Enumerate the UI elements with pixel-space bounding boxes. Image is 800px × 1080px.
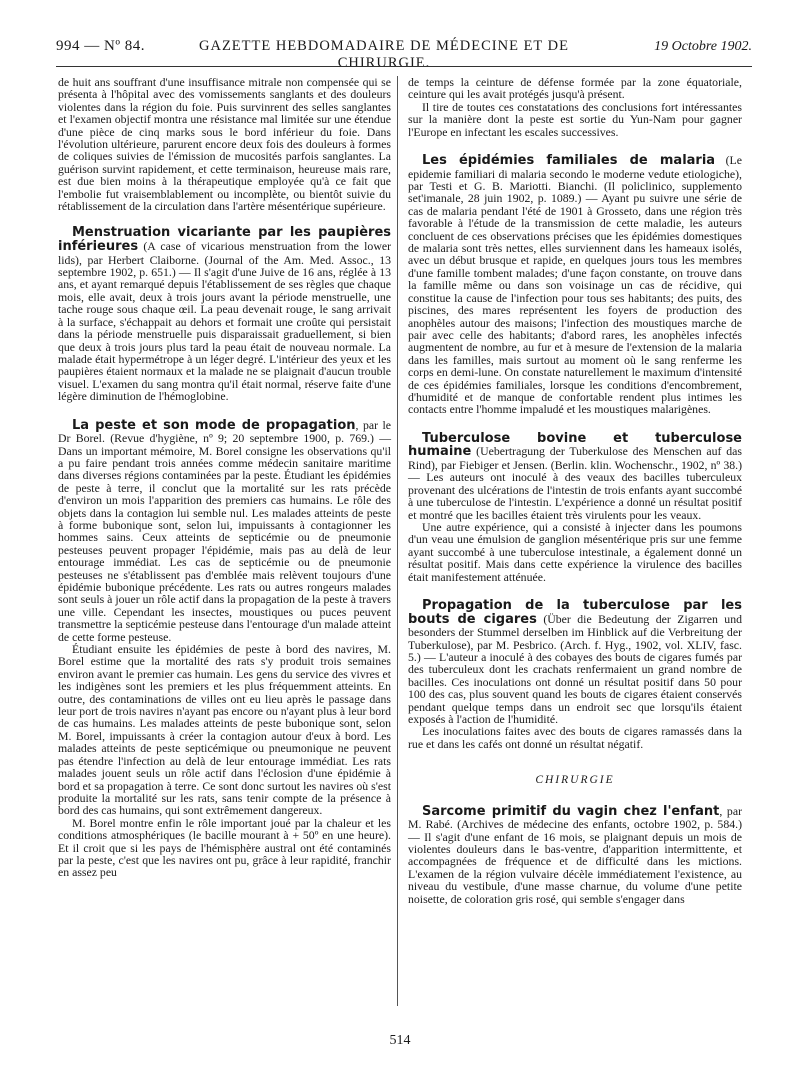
article-text: (Le epidemie familiari di malaria secondo le moderne vedute etiologiche), par Testi et G. B. Mariotti. Bianchi. (Il policlinico, supplemento set'imanale, 28 juin 1902, p. 1089.) — Ayant pu suivre une série de cas de malaria pendant l'été de 1901 à Grosseto, dans une région très favorable à l'étude de la transmission de cette maladie, les auteurs concluent de ces observations précises que les épidémies domestiques de malaria sont très nettes, elles surviennent dans les hameaux isolés, avec un début brusque et rapide, en quelques jours tous les membres d'une famille tombent malades; d'une façon constante, on trouve dans la famille même ou dans son voisinage un cas de récidive, qui constitue la cause de l'infection pour tous ses habitants; des puits, des piscines, des mares représentent les foyers de production des anophèles autour des maisons; l'infection des moustiques marche de pair avec celle des habitants; d'abord rares, les anophèles infectés augmentent de nombre, au fur et à mesure de l'extension de la malaria dans les familles, mais surtout au moment où le sang renferme les corps en demi-lune. On constate naturellement le maximum d'intensité de ces épidémies familiales, lorsque les conditions d'encombrement, d'humidité et de manque de confortable rendent plus intimes les contacts entre l'homme impaludé et les moustiques malarigènes. <box>408 153 742 417</box>
article-title: Tuberculose bovine et tuberculose humaine <box>408 430 742 460</box>
article-tuberculose-bovine <box>408 432 742 583</box>
article-title: Sarcome primitif du vagin chez l'enfant <box>422 803 720 819</box>
article-text: (Über die Bedeutung der Zigarren und besonders der Stummel derselben im Hinblick auf die Verbreitung der Tuberkulose), par M. Pesbrico. (Arch. f. Hyg., 1902, vol. XLIV, fasc. 5.) — L'auteur a inoculé à des cobayes des bouts de cigares fumés par des tuberculeux dont les crachats renfermaient un grand nombre de bacilles. Ces inoculations ont donné un résultat positif dans 50 pour 100 des cas, plus souvent quand les bouts de cigares étaient conservés pendant quelque temps dans un endroit sec que lorsqu'ils étaient exposés à l'action de l'humidité. <box>408 611 742 727</box>
article-title: Propagation de la tuberculose par les bouts de cigares <box>408 598 742 627</box>
issue-date: 19 Octobre 1902. <box>654 39 752 54</box>
article-malaria <box>408 154 742 416</box>
left-column <box>58 76 391 879</box>
article-text: (Uebertragung der Tuberkulose des Menschen auf das Rind), par Fiebiger et Jensen. (Berlin. klin. Wochenschr., 1902, nº 38.) — Les auteurs ont inoculé à des veaux des bacilles tuberculeux provenant des ulcérations de l'intestin de trois enfants ayant succombé à une tuberculose de l'intestin. L'expérience a donné un résultat positif et montré que les bacilles étaient très virulents pour les veaux. <box>408 444 742 522</box>
paragraph: Étudiant ensuite les épidémies de peste à bord des navires, M. Borel estime que la mortalité des rats s'y produit trois semaines environ avant le premier cas humain. Les gens du service des vivres et les indigènes sont les premiers et les plus fréquemment atteints. En outre, des contaminations de villes ont eu lieu après le passage dans leur port de trois navires n'ayant pas encore ou n'ayant plus à leur bord de cas humains. Les malades atteints de peste bubonique sont, selon M. Borel, impuissants à créer la contagion autour d'eux à bord. Les malades atteints de peste septicémique ou pneumonique ne peuvent pas étendre l'infection au delà de leur entourage immédiat. Les rats malades jouent seuls un rôle actif dans l'éclosion d'une épidémie à bord et sa propagation à terre. Ce sont donc surtout les navires où s'est produite la mortalité sur les rats, sans tenir compte de la présence à bord des cas humains, qui sont extrêmement dangereux. <box>58 642 391 818</box>
running-header <box>56 38 752 71</box>
article-text: , par M. Rabé. (Archives de médecine des enfants, octobre 1902, p. 584.) — Il s'agit d'une enfant de 16 mois, se plaignant depuis un mois de violentes douleurs dans le bas-ventre, d'apparition intermittente, et accompagnées de fréquence et de difficulté dans les mictions. L'examen de la région vulvaire décèle immédiatement l'existence, au niveau du vestibule, d'une masse charnue, du volume d'une petite noisette, de coloration gris rosé, qui semble s'engager dans <box>408 803 742 906</box>
paragraph: de temps la ceinture de défense formée par la zone équatoriale, ceinture qui les avait protégés jusqu'à présent. <box>408 75 742 102</box>
paragraph: Une autre expérience, qui a consisté à injecter dans les poumons d'un veau une émulsion de ganglion mésentérique pris sur une femme ayant succombé à une tuberculose intestinale, a également donné un résultat positif. Mais dans cette expérience la virulence des bacilles était manifestement atténuée. <box>408 519 742 584</box>
folio-number: 514 <box>389 1033 411 1048</box>
article-cigares <box>408 599 742 750</box>
paragraph: Les inoculations faites avec des bouts de cigares ramassés dans la rue et dans les cafés ont donné un résultat négatif. <box>408 724 742 751</box>
article-title: Menstruation vicariante par les paupières inférieures <box>58 225 391 255</box>
page-number: 994 — Nº 84. <box>56 38 145 54</box>
section-heading: CHIRURGIE <box>535 774 615 787</box>
paragraph: de huit ans souffrant d'une insuffisance mitrale non compensée qui se présenta à l'hôpital avec des vomissements sanglants et des douleurs violentes dans la région du foie. Puis survinrent des selles sanglantes et l'examen objectif montra une résistance mal limitée sur une étendue d'une pièce de cinq marks sous le bord inférieur du foie. Dans l'évolution ultérieure, parurent encore deux fois des douleurs à formes de coliques suivies de l'émission de mucosités parfois sanglantes. La guérison survint rapidement, et cette terminaison, heureuse mais rare, est due bien moins à la thérapeutique employée qu'à ce fait que l'embolie fut vraisemblablement ou incomplète, ou bientôt suivie du rétablissement de la circulation dans l'artère mésentérique supérieure. <box>58 75 391 214</box>
paragraph: Il tire de toutes ces constatations des conclusions fort intéressantes sur la manière dont la peste est sortie du Yun-Nam pour gagner l'Europe en infectant les escales successives. <box>408 99 742 139</box>
article-title: Les épidémies familiales de malaria <box>422 153 716 169</box>
article-menstruation <box>58 226 391 402</box>
header-rule <box>56 66 752 67</box>
article-text: (A case of vicarious menstruation from the lower lids), par Herbert Claiborne. (Journal of the Am. Med. Assoc., 13 septembre 1902, p. 651.) — Il s'agit d'une Juive de 16 ans, réglée à 13 ans, et ayant remarqué depuis l'établissement de ses règles que chaque mois, elle avait, deux à trois jours avant la période menstruelle, une tache rouge sous chaque œil. La peau devenait rouge, le sang arrivait à la surface, s'échappait au dehors et formait une croûte qui persistait dans la période menstruelle puis disparaissait graduellement, si bien que deux à trois jours plus tard la peau était de nouveau normale. La malade était hypermétrope à un léger degré. L'intérieur des yeux et les paupières étaient normaux et la malade ne se plaignait d'aucun trouble visuel. L'examen du sang montra qu'il était normal, réserve faite d'une légère diminution de l'hémoglobine. <box>58 239 392 404</box>
article-text: , par le Dr Borel. (Revue d'hygiène, nº 9; 20 septembre 1900, p. 769.) — Dans un important mémoire, M. Borel consigne les observations qu'il a pu faire pendant trois années comme médecin sanitaire maritime dans diverses régions contaminées par la peste. Étudiant les épidémies de peste à terre, il conclut que la mortalité sur les rats précède d'environ un mois l'apparition des premiers cas humains. Le rôle des objets dans la contagion lui semble nul. Les malades atteints de peste à forme bubonique sont, selon lui, impuissants à contagionner les hommes sains. Ceux atteints de septicémie ou de pneumonie pesteuses peuvent propager l'épidémie, mais pas au delà de leur entourage immédiat. Les cas de septicémie ou de pneumonie pesteuses ne s'établissent pas d'emblée mais relèvent toujours d'une épidémie bubonique précédente. Les rats ou autres rongeurs malades sont seuls à jouer un rôle actif dans la propagation de la peste à travers une ville. Cependant les insectes, moustiques ou puces peuvent transmettre la septicémie pesteuse dans l'entourage d'un malade atteint de cette forme pesteuse. <box>58 417 391 644</box>
right-column <box>408 76 742 905</box>
article-title: La peste et son mode de propagation <box>72 417 356 433</box>
journal-title: GAZETTE HEBDOMADAIRE DE MÉDECINE ET DE CHIRURGIE. <box>199 38 569 71</box>
article-sarcome <box>408 805 742 905</box>
article-peste <box>58 419 391 879</box>
paragraph: M. Borel montre enfin le rôle important joué par la chaleur et les conditions atmosphériques (le bacille mourant à + 50º en une heure). Et il croit que si les pays de l'hémisphère austral ont été contaminés par la peste, c'est que les navires ont pu, grâce à leur rapidité, franchir en assez peu <box>58 815 391 880</box>
column-separator <box>397 76 398 1006</box>
